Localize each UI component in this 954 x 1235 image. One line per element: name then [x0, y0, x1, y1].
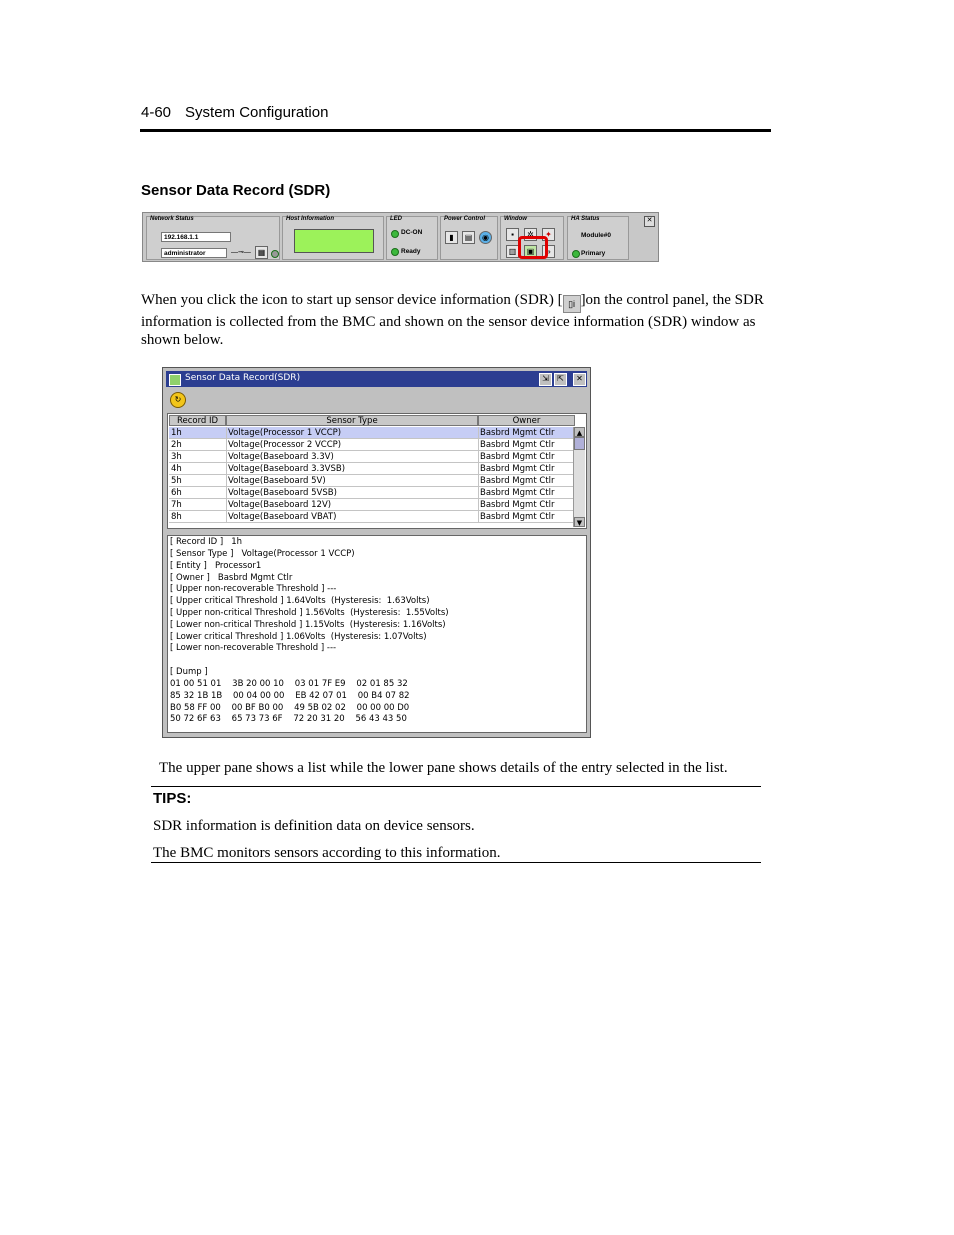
- sensor-type-cell: Voltage(Baseboard 5V): [228, 476, 326, 486]
- table-row[interactable]: [169, 439, 575, 451]
- detail-line: [ Record ID ] 1h: [170, 537, 243, 547]
- sdr-inline-icon: ▯i: [563, 295, 581, 313]
- intro-text-before: When you click the icon to start up sensor device information (SDR) [: [141, 292, 563, 308]
- network-icon[interactable]: ▦: [255, 246, 268, 259]
- table-row[interactable]: [169, 487, 575, 499]
- host-information-display: [294, 229, 374, 253]
- owner-cell: Basbrd Mgmt Ctlr: [480, 464, 555, 474]
- primary-led-icon: [572, 250, 580, 258]
- ha-status-group: [567, 216, 629, 260]
- ha-status-label: HA Status: [571, 216, 600, 222]
- sdr-titlebar: [166, 371, 587, 387]
- fru-icon[interactable]: »: [542, 245, 555, 258]
- list-scrollbar[interactable]: [573, 427, 585, 527]
- reset-icon[interactable]: ▤: [462, 231, 475, 244]
- table-row[interactable]: [169, 451, 575, 463]
- power-on-icon[interactable]: ▮: [445, 231, 458, 244]
- column-header-owner[interactable]: Owner: [478, 415, 575, 426]
- power-control-label: Power Control: [444, 216, 486, 222]
- header-rule: [140, 129, 771, 132]
- network-led-icon: [271, 250, 279, 258]
- power-control-group: [440, 216, 498, 260]
- page-header: [141, 104, 328, 121]
- led-group: [386, 216, 438, 260]
- host-information-label: Host Information: [286, 216, 334, 222]
- owner-cell: Basbrd Mgmt Ctlr: [480, 488, 555, 498]
- page-number: 4-60: [141, 104, 172, 121]
- table-row[interactable]: [169, 511, 575, 523]
- owner-cell: Basbrd Mgmt Ctlr: [480, 500, 555, 510]
- sensor-type-cell: Voltage(Baseboard VBAT): [228, 512, 337, 522]
- scroll-thumb[interactable]: [574, 437, 585, 450]
- sdr-window-icon: [169, 374, 181, 386]
- owner-cell: Basbrd Mgmt Ctlr: [480, 476, 555, 486]
- ip-address-field[interactable]: 192.168.1.1: [161, 232, 231, 242]
- dc-on-led-icon: [391, 230, 399, 238]
- tip-item: The BMC monitors sensors according to this information.: [153, 845, 501, 861]
- chapter-title: System Configuration: [185, 104, 329, 121]
- host-information-group: [282, 216, 384, 260]
- detail-line: [ Upper non-critical Threshold ] 1.56Volts (Hysteresis: 1.55Volts): [170, 608, 449, 618]
- owner-cell: Basbrd Mgmt Ctlr: [480, 428, 555, 438]
- sdr-record-list: [167, 413, 587, 529]
- tips-bottom-rule: [151, 862, 761, 863]
- detail-line: [ Lower critical Threshold ] 1.06Volts (Hysteresis: 1.07Volts): [170, 632, 427, 642]
- sdr-window-title: Sensor Data Record(SDR): [185, 373, 301, 383]
- scroll-up-icon[interactable]: ▲: [574, 427, 585, 437]
- record-id-cell: 4h: [171, 464, 182, 474]
- settings-icon[interactable]: ✲: [524, 228, 537, 241]
- detail-line: [ Dump ]: [170, 667, 208, 677]
- sdr-icon-highlight: [518, 236, 548, 259]
- owner-cell: Basbrd Mgmt Ctlr: [480, 440, 555, 450]
- connector-icon: —⊸—: [231, 249, 251, 256]
- table-row[interactable]: [169, 499, 575, 511]
- column-header-sensor-type[interactable]: Sensor Type: [226, 415, 478, 426]
- restore-icon[interactable]: ⇲: [539, 373, 552, 386]
- section-title: Sensor Data Record (SDR): [141, 182, 331, 199]
- maximize-icon[interactable]: ⇱: [554, 373, 567, 386]
- close-icon[interactable]: ✕: [644, 216, 655, 227]
- detail-line: [ Lower non-recoverable Threshold ] ---: [170, 643, 337, 653]
- detail-line: 50 72 6F 63 65 73 73 6F 72 20 31 20 56 43 43 50: [170, 714, 407, 724]
- monitor-icon[interactable]: ▪: [506, 228, 519, 241]
- module-text: Module#0: [581, 232, 611, 239]
- refresh-icon[interactable]: ↻: [170, 392, 186, 408]
- intro-text-after: ]on the control panel, the SDR information is collected from the BMC and shown on the sensor device information (SDR) window as shown below.: [141, 292, 764, 348]
- user-field[interactable]: administrator: [161, 248, 227, 258]
- dc-on-text: DC-ON: [401, 229, 423, 236]
- sel-icon[interactable]: ▥: [506, 245, 519, 258]
- control-panel: [142, 212, 659, 262]
- sensor-type-cell: Voltage(Processor 1 VCCP): [228, 428, 342, 438]
- intro-paragraph: [141, 291, 766, 349]
- tips-top-rule: [151, 786, 761, 787]
- record-id-cell: 2h: [171, 440, 182, 450]
- ready-led-icon: [391, 248, 399, 256]
- close-icon[interactable]: ✕: [573, 373, 586, 386]
- detail-line: [ Upper critical Threshold ] 1.64Volts (Hysteresis: 1.63Volts): [170, 596, 430, 606]
- detail-line: [ Sensor Type ] Voltage(Processor 1 VCCP): [170, 549, 355, 559]
- ready-text: Ready: [401, 248, 421, 255]
- record-id-cell: 6h: [171, 488, 182, 498]
- record-id-cell: 1h: [171, 428, 182, 438]
- sdr-window: [162, 367, 591, 738]
- record-id-cell: 8h: [171, 512, 182, 522]
- record-id-cell: 7h: [171, 500, 182, 510]
- tip-item: SDR information is definition data on device sensors.: [153, 818, 475, 834]
- detail-line: 01 00 51 01 3B 20 00 10 03 01 7F E9 02 01 85 32: [170, 679, 408, 689]
- sensor-type-cell: Voltage(Baseboard 12V): [228, 500, 332, 510]
- detail-line: [ Entity ] Processor1: [170, 561, 262, 571]
- sensor-type-cell: Voltage(Processor 2 VCCP): [228, 440, 342, 450]
- sensor-type-cell: Voltage(Baseboard 3.3VSB): [228, 464, 346, 474]
- network-status-label: Network Status: [150, 216, 194, 222]
- detail-line: B0 58 FF 00 00 BF B0 00 49 5B 02 02 00 00 00 D0: [170, 703, 410, 713]
- sensor-type-cell: Voltage(Baseboard 3.3V): [228, 452, 334, 462]
- record-id-cell: 5h: [171, 476, 182, 486]
- led-label: LED: [390, 216, 402, 222]
- power-cycle-icon[interactable]: ◉: [479, 231, 492, 244]
- detail-line: 85 32 1B 1B 00 04 00 00 EB 42 07 01 00 B4 07 82: [170, 691, 410, 701]
- table-row[interactable]: [169, 463, 575, 475]
- owner-cell: Basbrd Mgmt Ctlr: [480, 512, 555, 522]
- sdr-icon[interactable]: ▣: [524, 245, 537, 258]
- sdr-detail-pane: [167, 535, 587, 733]
- window-label: Window: [504, 216, 527, 222]
- column-header-record-id[interactable]: Record ID: [169, 415, 226, 426]
- owner-cell: Basbrd Mgmt Ctlr: [480, 452, 555, 462]
- window-caption: The upper pane shows a list while the lower pane shows details of the entry selected in the list.: [159, 760, 728, 776]
- network-status-group: [146, 216, 280, 260]
- alert-icon[interactable]: ✦: [542, 228, 555, 241]
- table-row[interactable]: [169, 475, 575, 487]
- tips-label: TIPS:: [153, 790, 192, 807]
- detail-line: [ Upper non-recoverable Threshold ] ---: [170, 584, 337, 594]
- detail-line: [ Lower non-critical Threshold ] 1.15Volts (Hysteresis: 1.16Volts): [170, 620, 446, 630]
- scroll-down-icon[interactable]: ▼: [574, 517, 585, 527]
- primary-text: Primary: [581, 250, 606, 257]
- sensor-type-cell: Voltage(Baseboard 5VSB): [228, 488, 337, 498]
- record-id-cell: 3h: [171, 452, 182, 462]
- detail-line: [ Owner ] Basbrd Mgmt Ctlr: [170, 573, 293, 583]
- table-row[interactable]: [169, 427, 575, 439]
